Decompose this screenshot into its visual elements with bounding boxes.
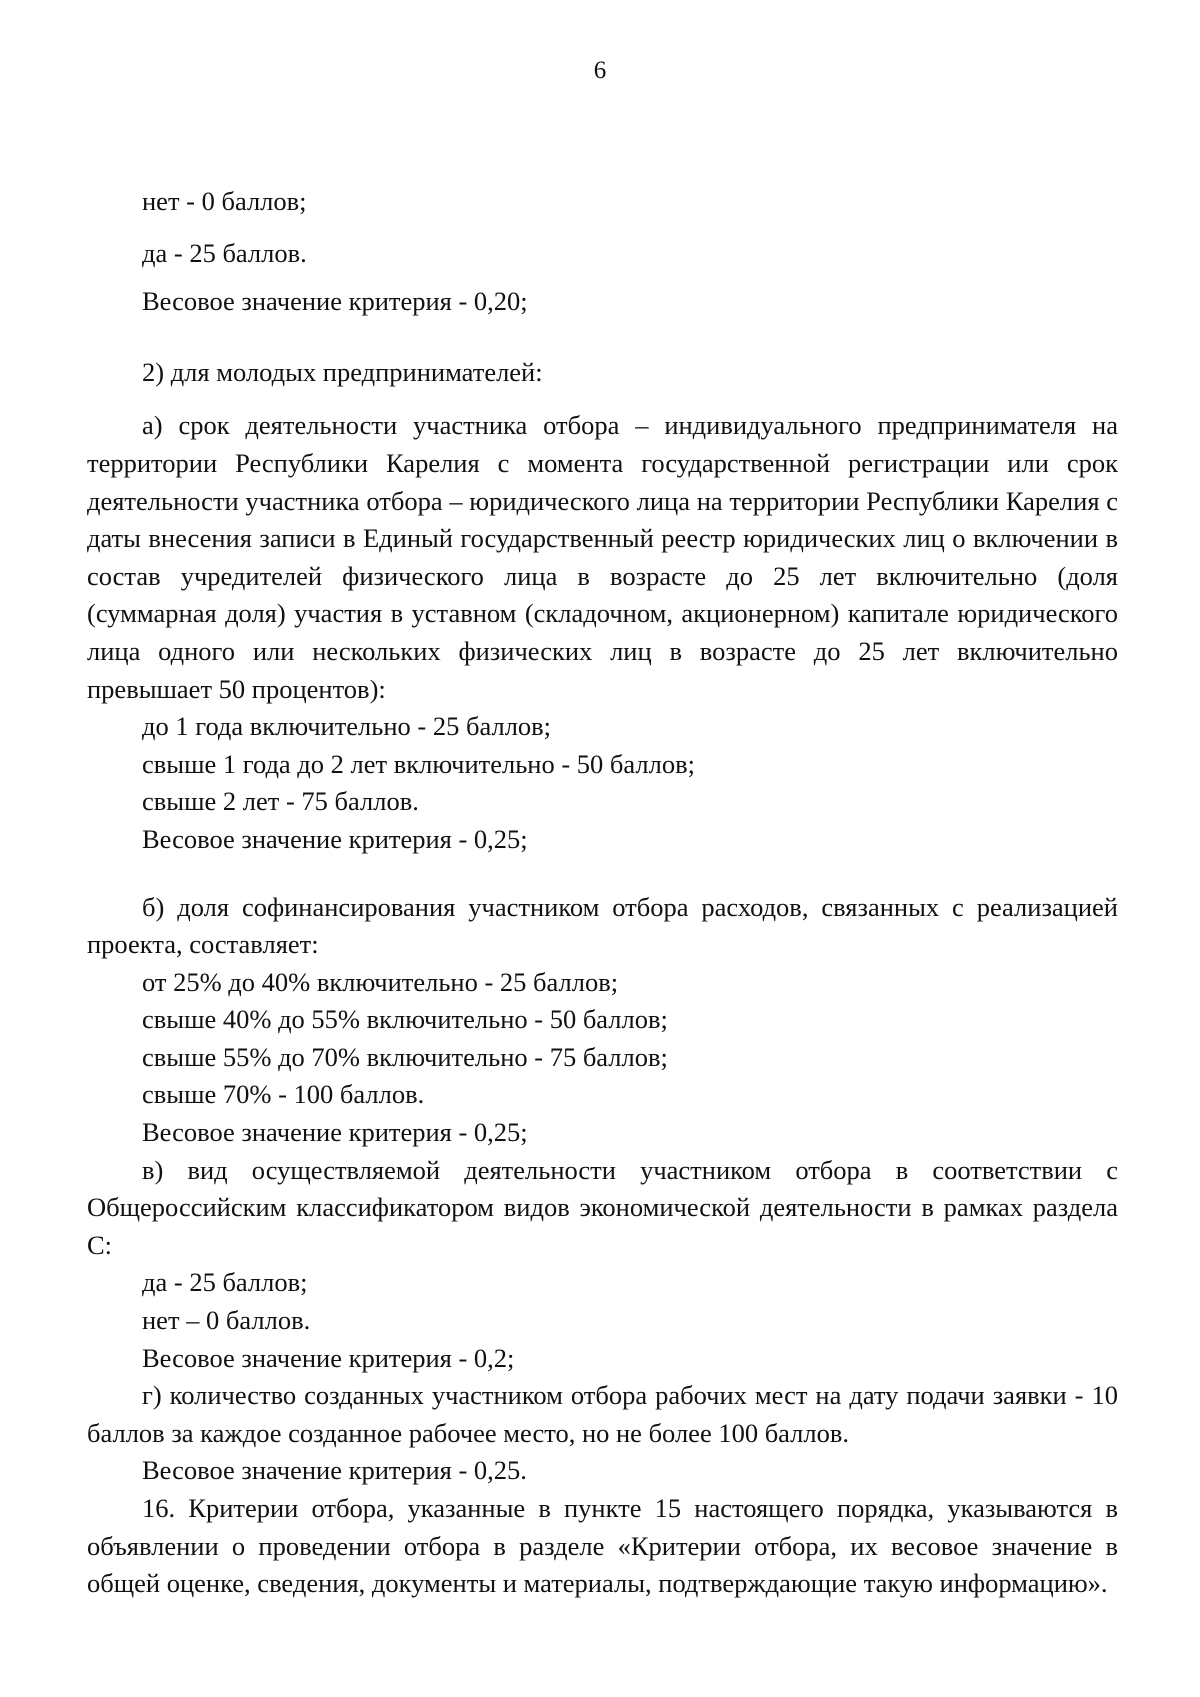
document-body	[87, 183, 1118, 1603]
criterion-g-weight: Весовое значение критерия - 0,25.	[142, 1455, 527, 1486]
criterion-g-text: г) количество созданных участником отбора рабочих мест на дату подачи заявки - 10 баллов за каждое созданное рабочее место, но не более 100 баллов.	[87, 1380, 1118, 1448]
criterion-v-weight: Весовое значение критерия - 0,2;	[142, 1342, 515, 1373]
criterion-a-option: свыше 2 лет - 75 баллов.	[142, 786, 419, 817]
criterion-b-text: б) доля софинансирования участником отбора расходов, связанных с реализацией проекта, составляет:	[87, 891, 1118, 960]
criterion-a-weight: Весовое значение критерия - 0,25;	[142, 823, 528, 854]
option-yes: да - 25 баллов.	[142, 237, 307, 268]
page-number: 6	[593, 57, 607, 84]
criterion-a-option: до 1 года включительно - 25 баллов;	[142, 711, 552, 742]
criterion-b-option: свыше 40% до 55% включительно - 50 баллов;	[142, 1004, 668, 1035]
criterion-b-option: свыше 70% - 100 баллов.	[142, 1079, 425, 1110]
option-no: нет - 0 баллов;	[142, 186, 307, 216]
criterion-a-text: а) срок деятельности участника отбора – индивидуального предпринимателя на территории Республики Карелия с момента государственной регистрации или срок деятельности участника отбора – юридического лица на территории Республики Карелия с даты внесения записи в Единый государственный реестр юридических лиц о включении в состав учредителей физического лица в возрасте до 25 лет включительно (доля (суммарная доля) участия в уставном (складочном, акционерном) капитале юридического лица одного или нескольких физических лиц в возрасте до 25 лет включительно превышает 50 процентов):	[87, 410, 1118, 704]
criterion-b-option: свыше 55% до 70% включительно - 75 баллов;	[142, 1041, 668, 1072]
criterion-b-weight: Весовое значение критерия - 0,25;	[142, 1117, 528, 1148]
criterion-v-option: нет – 0 баллов.	[142, 1305, 311, 1336]
section-heading: 2) для молодых предпринимателей:	[142, 356, 543, 387]
criterion-a-option: свыше 1 года до 2 лет включительно - 50 баллов;	[142, 748, 695, 779]
criterion-b-option: от 25% до 40% включительно - 25 баллов;	[142, 966, 619, 997]
criterion-v-text: в) вид осуществляемой деятельности участником отбора в соответствии с Общероссийским классификатором видов экономической деятельности в рамках раздела С:	[87, 1154, 1118, 1260]
criterion-weight: Весовое значение критерия - 0,20;	[142, 286, 528, 317]
criterion-v-option: да - 25 баллов;	[142, 1267, 308, 1298]
clause-16: 16. Критерии отбора, указанные в пункте 15 настоящего порядка, указываются в объявлении о проведении отбора в разделе «Критерии отбора, их весовое значение в общей оценке, сведения, документы и материалы, подтверждающие такую информацию».	[87, 1493, 1118, 1599]
